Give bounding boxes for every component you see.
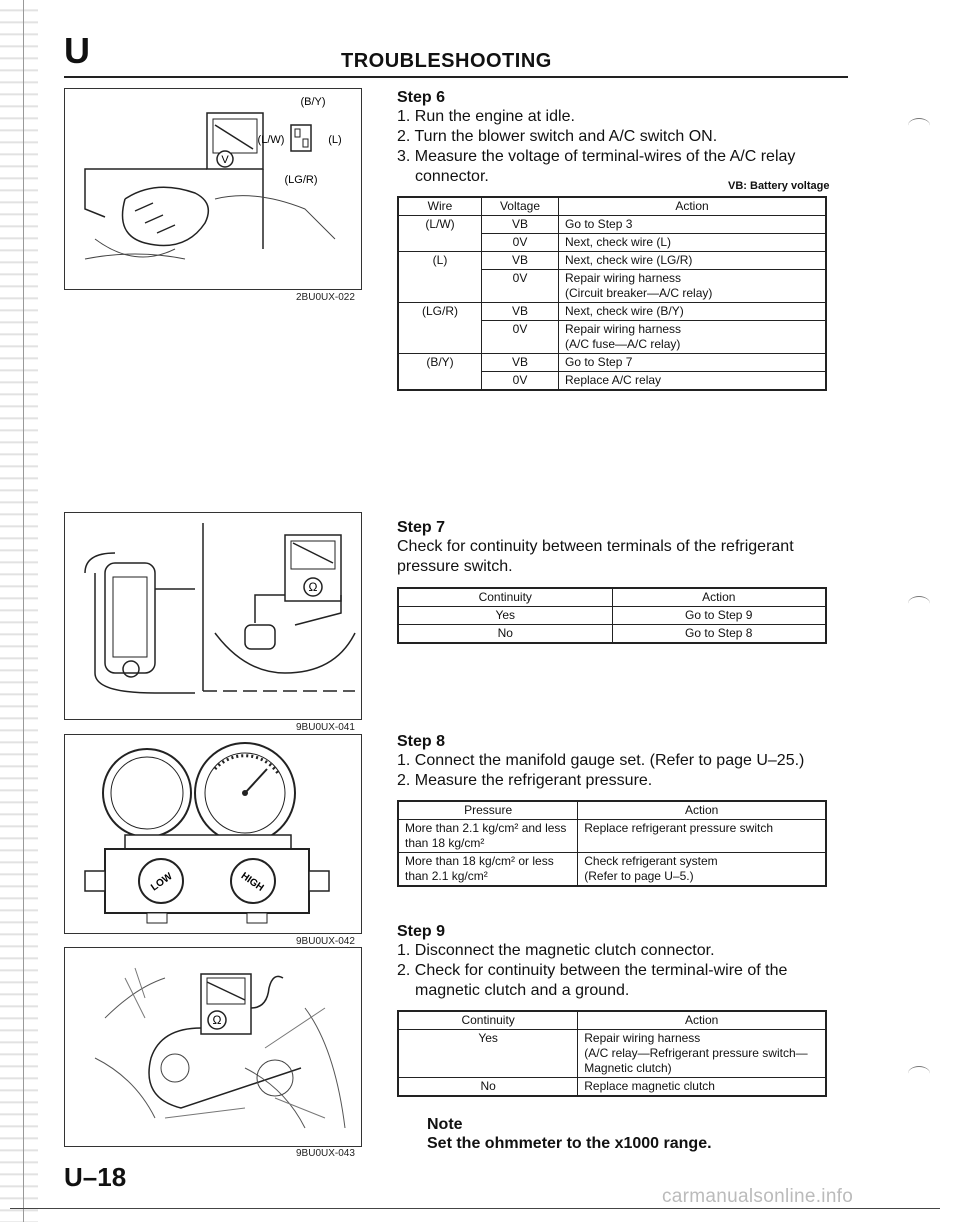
voltage-cell: VB (482, 303, 559, 321)
voltage-cell: VB (482, 252, 559, 270)
step-8-table (397, 800, 827, 887)
figure-magnetic-clutch (64, 947, 362, 1147)
action-cell: Repair wiring harness (A/C relay—Refrigerant pressure switch—Magnetic clutch) (578, 1030, 826, 1078)
note-text: Set the ohmmeter to the x1000 range. (427, 1135, 712, 1152)
step-9-table (397, 1010, 827, 1097)
ohmmeter-label-2: Ω (212, 1013, 222, 1027)
table-row (398, 625, 826, 644)
step-6-instructions (397, 107, 842, 187)
action-cell: Next, check wire (LG/R) (559, 252, 827, 270)
binding-edge (0, 0, 38, 1222)
action-cell: Next, check wire (L) (559, 234, 827, 252)
wire-cell: (LG/R) (398, 303, 482, 354)
table-row (398, 303, 826, 321)
magnetic-clutch-illustration (65, 948, 361, 1146)
voltage-cell: 0V (482, 270, 559, 303)
table-header-row (398, 588, 826, 607)
col-action: Action (578, 801, 826, 820)
wire-label-by: (B/Y) (300, 96, 326, 108)
figure-caption-2: 9BU0UX-041 (296, 722, 355, 733)
figure-pressure-switch (64, 512, 362, 720)
col-voltage: Voltage (482, 197, 559, 216)
step-8-line-1: 1. Connect the manifold gauge set. (Refer to page U–25.) (397, 752, 805, 769)
footer-rule (10, 1208, 940, 1209)
watermark: carmanualsonline.info (662, 1186, 854, 1207)
voltage-cell: 0V (482, 372, 559, 391)
step-6-heading: Step 6 (397, 89, 446, 106)
action-cell: Repair wiring harness (Circuit breaker—A/C relay) (559, 270, 827, 303)
step-8-heading: Step 8 (397, 733, 446, 750)
step-9-line-2: 2. Check for continuity between the terminal-wire of the magnetic clutch and a ground. (397, 962, 788, 999)
col-wire: Wire (398, 197, 482, 216)
voltage-cell: 0V (482, 234, 559, 252)
binding-line (23, 0, 24, 1222)
wire-label-lw: (L/W) (257, 134, 285, 146)
wire-label-lgr: (LG/R) (284, 174, 318, 186)
col-pressure: Pressure (398, 801, 578, 820)
high-valve-label: HIGH (238, 870, 266, 894)
col-action: Action (578, 1011, 826, 1030)
action-cell: Go to Step 7 (559, 354, 827, 372)
step-9-instructions (397, 941, 842, 1001)
margin-mark (908, 596, 930, 611)
figure-relay-connector (64, 88, 362, 290)
action-cell: Go to Step 9 (612, 607, 826, 625)
action-cell: Replace refrigerant pressure switch (578, 820, 826, 853)
margin-mark (908, 118, 930, 133)
voltage-cell: VB (482, 216, 559, 234)
table-row (398, 1078, 826, 1097)
action-cell: Check refrigerant system (Refer to page U–5.) (578, 853, 826, 887)
table-row (398, 820, 826, 853)
continuity-cell: Yes (398, 1030, 578, 1078)
step-6-table (397, 196, 827, 391)
step-6-line-1: 1. Run the engine at idle. (397, 108, 575, 125)
action-cell: Repair wiring harness (A/C fuse—A/C relay) (559, 321, 827, 354)
step-7-table (397, 587, 827, 644)
step-6-line-2: 2. Turn the blower switch and A/C switch ON. (397, 128, 718, 145)
continuity-cell: No (398, 1078, 578, 1097)
table-row (398, 853, 826, 887)
table-row (398, 607, 826, 625)
table-row (398, 1030, 826, 1078)
step-7-heading: Step 7 (397, 519, 446, 536)
page-title: TROUBLESHOOTING (341, 50, 552, 72)
table-row (398, 216, 826, 234)
pressure-cell: More than 18 kg/cm² or less than 2.1 kg/cm² (398, 853, 578, 887)
continuity-cell: Yes (398, 607, 612, 625)
manifold-gauge-illustration (65, 735, 361, 933)
table-header-row (398, 197, 826, 216)
figure-manifold-gauge (64, 734, 362, 934)
pressure-cell: More than 2.1 kg/cm² and less than 18 kg/cm² (398, 820, 578, 853)
ohmmeter-label: Ω (308, 580, 318, 594)
pressure-switch-illustration (65, 513, 361, 719)
margin-mark (908, 1066, 930, 1081)
vb-note: VB: Battery voltage (728, 180, 830, 192)
section-letter: U (64, 30, 90, 71)
wire-cell: (L/W) (398, 216, 482, 252)
action-cell: Next, check wire (B/Y) (559, 303, 827, 321)
voltage-cell: 0V (482, 321, 559, 354)
wire-cell: (L) (398, 252, 482, 303)
page-number: U–18 (64, 1162, 127, 1192)
wire-label-l: (L) (328, 134, 342, 146)
wire-cell: (B/Y) (398, 354, 482, 391)
figure-caption-1: 2BU0UX-022 (296, 292, 355, 303)
low-valve-label: LOW (149, 871, 175, 894)
table-header-row (398, 1011, 826, 1030)
table-row (398, 252, 826, 270)
col-action: Action (612, 588, 826, 607)
header-rule (64, 76, 848, 78)
action-cell: Go to Step 3 (559, 216, 827, 234)
figure-caption-3: 9BU0UX-042 (296, 936, 355, 947)
action-cell: Replace A/C relay (559, 372, 827, 391)
col-action: Action (559, 197, 827, 216)
action-cell: Go to Step 8 (612, 625, 826, 644)
action-cell: Replace magnetic clutch (578, 1078, 826, 1097)
voltage-cell: VB (482, 354, 559, 372)
continuity-cell: No (398, 625, 612, 644)
voltmeter-label: V (221, 154, 229, 166)
step-6-line-3: 3. Measure the voltage of terminal-wires of the A/C relay connector. (397, 148, 796, 185)
step-9-line-1: 1. Disconnect the magnetic clutch connector. (397, 942, 715, 959)
figure-caption-4: 9BU0UX-043 (296, 1148, 355, 1159)
step-9-heading: Step 9 (397, 923, 446, 940)
col-continuity: Continuity (398, 588, 612, 607)
note-heading: Note (427, 1116, 463, 1133)
relay-connector-illustration (65, 89, 361, 289)
step-8-line-2: 2. Measure the refrigerant pressure. (397, 772, 653, 789)
table-row (398, 354, 826, 372)
step-7-text: Check for continuity between terminals of the refrigerant pressure switch. (397, 538, 794, 575)
table-header-row (398, 801, 826, 820)
step-8-instructions (397, 751, 842, 791)
col-continuity: Continuity (398, 1011, 578, 1030)
